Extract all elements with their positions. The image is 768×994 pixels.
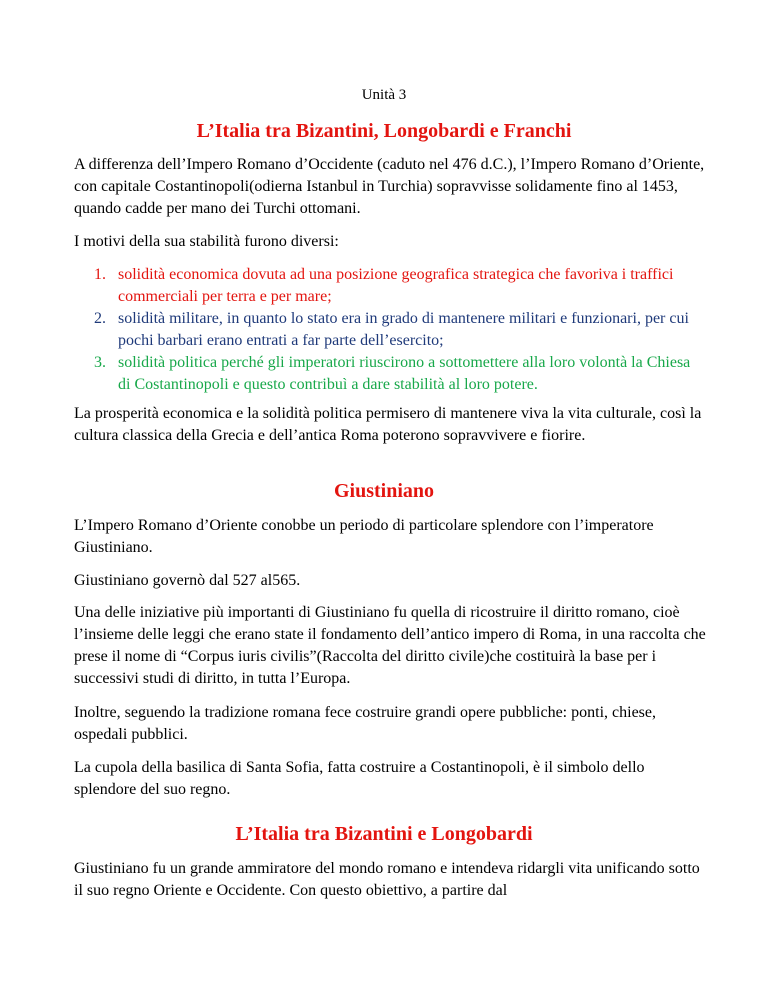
list-item — [74, 352, 706, 396]
list-number: 2. — [94, 310, 106, 327]
list-item-text: solidità militare, in quanto lo stato era in grado di mantenere militari e funzionari, per cui pochi barbari erano entrati a far parte dell’esercito; — [118, 310, 689, 349]
reasons-intro: I motivi della sua stabilità furono diversi: — [74, 233, 339, 250]
prosperity-paragraph: La prosperità economica e la solidità politica permisero di mantenere viva la vita culturale, così la cultura classica della Grecia e dell’antica Roma poterono sopravvivere e fiorire. — [74, 405, 702, 444]
giustiniano-paragraph-3: Una delle iniziative più importanti di Giustiniano fu quella di ricostruire il diritto romano, cioè l’insieme delle leggi che erano state il fondamento dell’antico impero di Roma, in una raccolta che prese il nome di “Corpus iuris civilis”(Raccolta del diritto civile)che costituirà la base per i successivi studi di diritto, in tutta l’Europa. — [74, 604, 706, 687]
list-item-text: solidità politica perché gli imperatori riuscirono a sottomettere alla loro volontà la Chiesa di Costantinopoli e questo contribuì a dare stabilità al loro potere. — [118, 354, 691, 393]
section-heading-italia: L’Italia tra Bizantini e Longobardi — [235, 823, 533, 845]
giustiniano-paragraph-2: Giustiniano governò dal 527 al565. — [74, 572, 301, 589]
list-number: 3. — [94, 354, 106, 371]
list-item — [74, 308, 706, 352]
list-item — [74, 264, 706, 308]
giustiniano-paragraph-5: La cupola della basilica di Santa Sofia, fatta costruire a Costantinopoli, è il simbolo dello splendore del suo regno. — [74, 759, 645, 798]
list-item-text: solidità economica dovuta ad una posizione geografica strategica che favoriva i traffici commerciali per terra e per mare; — [118, 266, 674, 305]
section-heading-giustiniano: Giustiniano — [333, 480, 435, 502]
giustiniano-paragraph-4: Inoltre, seguendo la tradizione romana fece costruire grandi opere pubbliche: ponti, chiese, ospedali pubblici. — [74, 704, 656, 743]
reasons-list — [74, 264, 706, 396]
page-title: L’Italia tra Bizantini, Longobardi e Franchi — [196, 120, 572, 142]
intro-paragraph: A differenza dell’Impero Romano d’Occidente (caduto nel 476 d.C.), l’Impero Romano d’Oriente, con capitale Costantinopoli(odierna Istanbul in Turchia) sopravvisse solidamente fino al 1453, quando cadde per mano dei Turchi ottomani. — [74, 156, 705, 217]
unit-label: Unità 3 — [361, 87, 407, 103]
list-number: 1. — [94, 266, 106, 283]
italia-paragraph-1: Giustiniano fu un grande ammiratore del mondo romano e intendeva ridargli vita unificando sotto il suo regno Oriente e Occidente. Con questo obiettivo, a partire dal — [74, 860, 700, 899]
giustiniano-paragraph-1: L’Impero Romano d’Oriente conobbe un periodo di particolare splendore con l’imperatore Giustiniano. — [74, 517, 654, 556]
